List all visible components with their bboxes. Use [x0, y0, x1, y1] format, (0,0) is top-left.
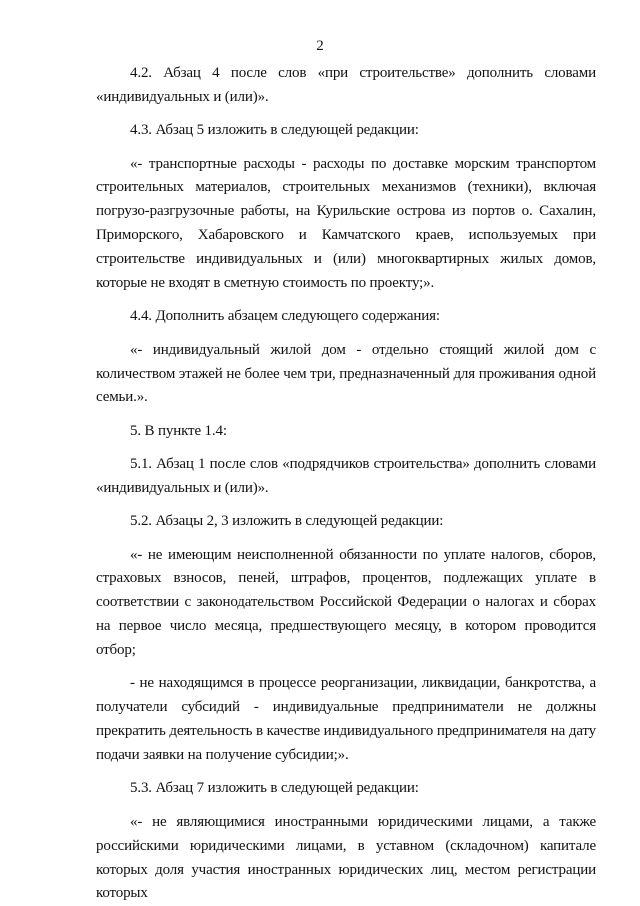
paragraph-5-1: 5.1. Абзац 1 после слов «подрядчиков строительства» дополнить словами «индивидуальных и (или)». [96, 456, 596, 496]
paragraph-foreign-entities: «- не являющимися иностранными юридическими лицами, а также российскими юридическими лицами, в уставном (складочном) капитале которых доля участия иностранных юридических лиц, местом регистрации которых [96, 813, 596, 902]
paragraph-4-3: 4.3. Абзац 5 изложить в следующей редакции: [130, 122, 419, 139]
paragraph-tax-obligations: «- не имеющим неисполненной обязанности по уплате налогов, сборов, страховых взносов, пеней, штрафов, процентов, подлежащих уплате в соответствии с законодательством Российской Федерации о налогах и сборах на первое число месяца, предшествующего месяцу, в котором проводится отбор; [96, 546, 596, 659]
paragraph-5-2: 5.2. Абзацы 2, 3 изложить в следующей редакции: [130, 513, 444, 530]
document-body [96, 62, 596, 906]
paragraph-transport-costs: «- транспортные расходы - расходы по доставке морским транспортом строительных материалов, строительных механизмов (техники), включая погрузо-разгрузочные работы, на Курильские острова из портов о. Сахалин, Приморского, Хабаровского и Камчатского краев, используемых при строительстве индивидуальных и (или) многоквартирных жилых домов, которые не входят в сметную стоимость по проекту;». [96, 155, 596, 292]
paragraph-4-4: 4.4. Дополнить абзацем следующего содержания: [130, 308, 440, 325]
paragraph-5: 5. В пункте 1.4: [130, 422, 227, 439]
paragraph-individual-house: «- индивидуальный жилой дом - отдельно стоящий жилой дом с количеством этажей не более чем три, предназначенный для проживания одной семьи.». [96, 341, 596, 406]
paragraph-5-3: 5.3. Абзац 7 изложить в следующей редакции: [130, 780, 419, 797]
paragraph-4-2: 4.2. Абзац 4 после слов «при строительстве» дополнить словами «индивидуальных и (или)». [96, 65, 596, 105]
paragraph-reorganization: - не находящимся в процессе реорганизации, ликвидации, банкротства, а получатели субсидий - индивидуальные предприниматели не должны прекратить деятельность в качестве индивидуального предпринимателя на дату подачи заявки на получение субсидии;». [96, 675, 596, 764]
page-number: 2 [316, 38, 324, 54]
